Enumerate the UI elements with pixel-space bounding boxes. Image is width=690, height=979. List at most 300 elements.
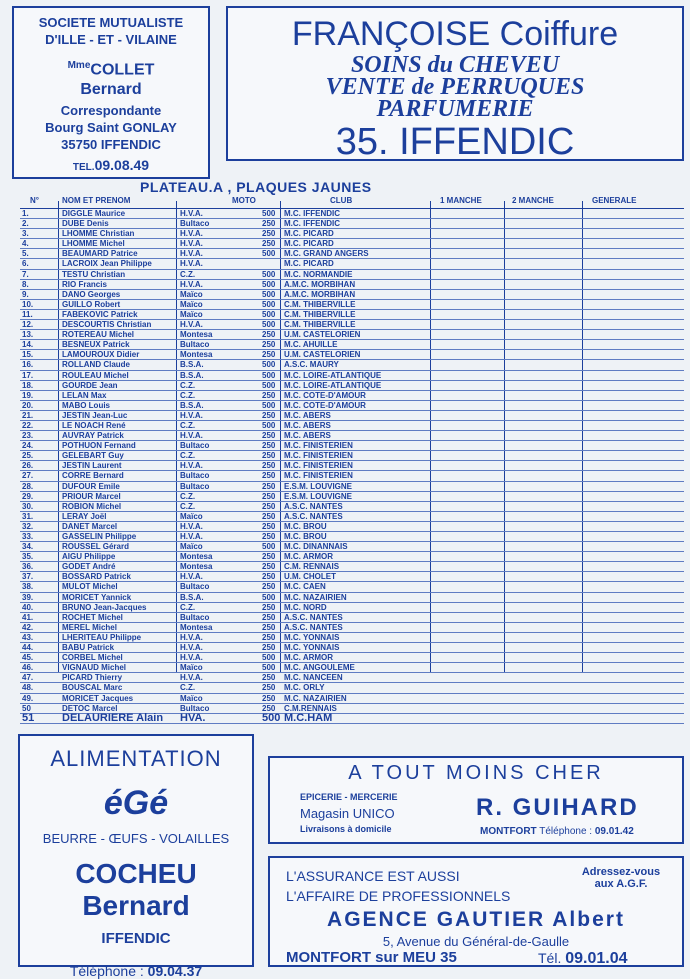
phone [538,950,628,968]
table-row [20,572,684,582]
header-moto: MOTO [232,196,256,205]
row-club: C.M. THIBERVILLE [284,299,356,309]
table-row [20,482,684,492]
row-displacement: 250 [262,673,276,683]
tel-number: 09.01.04 [565,950,628,967]
row-number: 25. [22,451,34,461]
row-club: A.M.C. MORBIHAN [284,279,356,289]
row-name: BOUSCAL Marc [62,683,123,693]
table-row [20,522,684,532]
table-row [20,582,684,592]
phone [20,963,252,979]
table-row [20,683,684,693]
row-club: C.M. RENNAIS [284,562,340,572]
row-displacement: 250 [262,562,276,572]
row-moto: Montesa [180,622,213,632]
row-number: 8. [22,279,29,289]
row-club: M.C. NORMANDIE [284,269,353,279]
row-number: 10. [22,299,34,309]
row-number: 39. [22,592,34,602]
row-name: GODET André [62,562,116,572]
ad-line: Magasin UNICO [300,806,395,821]
row-name: FABEKOVIC Patrick [62,309,138,319]
row-name: RIO Francis [62,279,107,289]
row-number: 4. [22,239,29,249]
row-name: CORRE Bernard [62,471,124,481]
row-moto: C.Z. [180,491,196,501]
row-club: M.C. IFFENDIC [284,209,340,218]
row-club: M.C. LOIRE-ATLANTIQUE [284,370,382,380]
row-moto: H.V.A. [180,320,203,330]
row-number: 36. [22,562,34,572]
firstname: Bernard [80,81,142,99]
row-displacement: 250 [262,693,276,703]
row-name: ROLLAND Claude [62,360,130,370]
table-row [20,471,684,481]
row-displacement: 250 [262,582,276,592]
row-club: M.C. FINISTERIEN [284,441,353,451]
address-line: Bourg Saint GONLAY [45,120,177,136]
row-name: BABU Patrick [62,643,115,653]
row-club: M.C. IFFENDIC [284,219,340,229]
row-moto: Bultaco [180,703,210,713]
ad-title: FRANÇOISE Coiffure [291,15,619,53]
row-number: 48. [22,683,34,693]
table-row [20,381,684,391]
row-moto: Bultaco [180,441,210,451]
row-moto: C.Z. [180,420,196,430]
row-club: M.C. FINISTERIEN [284,461,353,471]
row-number: 34. [22,542,34,552]
row-moto: H.V.A. [180,229,203,239]
row-displacement: 500 [262,380,276,390]
table-body [20,208,684,724]
row-displacement: 250 [262,350,276,360]
table-row [20,431,684,441]
row-name: BOSSARD Patrick [62,572,131,582]
ad-line: L'AFFAIRE DE PROFESSIONNELS [286,888,511,904]
table-row [20,280,684,290]
row-moto: H.V.A. [180,239,203,249]
ad-owner: COCHEU Bernard [75,858,197,921]
row-club: M.C. ABERS [284,410,331,420]
row-name: BEAUMARD Patrice [62,249,138,259]
table-row [20,532,684,542]
row-displacement: 250 [262,219,276,229]
table-row [20,512,684,522]
row-displacement: 500 [262,309,276,319]
row-club: M.C. ABERS [284,431,331,441]
row-club: A.S.C. NANTES [284,511,343,521]
row-displacement: 250 [262,602,276,612]
tel-label: Tél. [538,950,562,966]
table-row [20,421,684,431]
row-number: 33. [22,532,34,541]
row-club: M.C. ABERS [284,420,331,430]
table-row [20,411,684,421]
table-row [20,249,684,259]
ad-assurance-agf [268,856,684,967]
row-name: DIGGLE Maurice [62,209,126,218]
row-name: ROUSSEL Gérard [62,542,129,552]
row-name: LE NOACH René [62,420,126,430]
header-club: CLUB [330,196,353,205]
table-row [20,209,684,219]
row-displacement: 500 [262,269,276,279]
ad-town: 35. IFFENDIC [335,121,575,163]
ad-person [14,56,208,80]
row-club: M.C. YONNAIS [284,643,340,653]
table-row [20,320,684,330]
ad-francoise-coiffure [226,6,684,161]
row-number: 22. [22,420,34,430]
table-title: PLATEAU.A , PLAQUES JAUNES [140,179,372,195]
phone [480,826,634,837]
row-moto: Maïco [180,299,203,309]
row-displacement: 250 [262,643,276,653]
ad-headline: A TOUT MOINS CHER [348,762,604,784]
row-moto: H.V.A. [180,521,203,531]
row-name: LAMOUROUX Didier [62,350,140,360]
header-manche1: 1 MANCHE [440,196,482,205]
tel-number: 09.04.37 [147,963,203,979]
row-name: GUILLO Robert [62,299,121,309]
row-moto: H.V.A. [180,461,203,471]
row-name: GASSELIN Philippe [62,532,137,541]
row-club: M.C. AHUILLE [284,340,338,350]
row-name: MORICET Yannick [62,592,132,602]
header-generale: GENERALE [592,196,637,205]
row-name: DELAURIERE Alain [62,711,164,724]
row-moto: C.Z. [180,451,196,461]
row-club: E.S.M. LOUVIGNE [284,481,353,491]
row-displacement: 500 [262,360,276,370]
table-row [20,562,684,572]
ad-line: SOCIETE MUTUALISTE [38,15,184,30]
row-moto: Montesa [180,330,213,340]
row-displacement: 500 [262,420,276,430]
row-name: MULOT Michel [62,582,118,592]
ad-side-line: aux A.G.F. [594,878,648,890]
row-number: 47. [22,673,34,683]
row-displacement: 500 [262,279,276,289]
row-displacement: 250 [262,612,276,622]
row-name: DUFOUR Emile [62,481,120,491]
row-displacement: 250 [262,552,276,562]
row-club: A.S.C. MAURY [284,360,339,370]
row-displacement: 500 [262,370,276,380]
row-number: 40. [22,602,34,612]
table-row [20,441,684,451]
table-row [20,502,684,512]
ad-products: BEURRE - ŒUFS - VOLAILLES [42,831,230,846]
row-number: 15. [22,350,34,360]
row-moto: C.Z. [180,683,196,693]
table-row [20,330,684,340]
row-name: JESTIN Laurent [62,461,122,471]
row-club: U.M. CHOLET [284,572,336,582]
row-number: 19. [22,390,34,400]
table-row [20,270,684,280]
row-moto: H.V.A. [180,673,203,683]
row-displacement: 250 [262,481,276,491]
row-club: M.C. NAZAIRIEN [284,693,347,703]
ad-title: ALIMENTATION [50,746,222,771]
table-row [20,350,684,360]
row-name: TESTU Christian [62,269,126,279]
row-number: 28. [22,481,34,491]
row-name: DANET Marcel [62,521,118,531]
row-number: 50 [22,703,31,713]
row-moto: H.V.A. [180,643,203,653]
row-displacement: 250 [262,491,276,501]
table-row [20,290,684,300]
row-displacement: 250 [262,501,276,511]
row-name: ROTEREAU Michel [62,330,135,340]
phone [14,157,208,176]
row-club: M.C. DINANNAIS [284,542,348,552]
row-moto: Maïco [180,663,203,673]
row-displacement: 250 [262,410,276,420]
tel-number: 09.01.42 [594,826,634,837]
row-moto: H.V.A. [180,259,203,269]
table-row [20,492,684,502]
row-club: A.M.C. MORBIHAN [284,289,356,299]
ad-tout-moins-cher [268,756,684,844]
row-club: A.S.C. NANTES [284,612,343,622]
row-moto: Montesa [180,552,213,562]
row-moto: C.Z. [180,390,196,400]
row-club: M.C. COTE-D'AMOUR [284,400,366,410]
row-club: M.C. LOIRE-ATLANTIQUE [284,380,382,390]
ad-line: L'ASSURANCE EST AUSSI [286,868,460,884]
row-number: 44. [22,643,34,653]
row-moto: H.V.A. [180,410,203,420]
row-club: A.S.C. NANTES [284,622,343,632]
row-moto: Bultaco [180,612,210,622]
table-row [20,360,684,370]
row-displacement: 250 [262,390,276,400]
tel-number: 09.08.49 [94,157,150,174]
table-row [20,643,684,653]
row-moto: H.V.A. [180,532,203,541]
title-prefix: Mme [67,60,91,71]
row-name: LHERITEAU Philippe [62,632,142,642]
competitor-table [20,196,684,724]
row-name: ROULEAU Michel [62,370,129,380]
row-moto: B.S.A. [180,360,204,370]
row-number: 41. [22,612,34,622]
row-club: C.M. THIBERVILLE [284,320,356,330]
row-name: GELEBART Guy [62,451,124,461]
row-number: 31. [22,511,34,521]
tel-label: Téléphone : [69,963,144,979]
row-moto: Bultaco [180,219,210,229]
row-displacement: 250 [262,340,276,350]
table-row [20,593,684,603]
row-displacement: 250 [262,330,276,340]
table-row [20,239,684,249]
row-displacement: 500 [262,289,276,299]
row-name: CORBEL Michel [62,653,123,663]
row-name: JESTIN Jean-Luc [62,410,128,420]
row-name: ROCHET Michel [62,612,123,622]
ad-agency: AGENCE GAUTIER Albert [327,908,625,931]
row-name: LHOMME Christian [62,229,135,239]
ad-name: R. GUIHARD [476,794,639,821]
table-row [20,603,684,613]
row-number: 17. [22,370,34,380]
table-row [20,219,684,229]
ad-side [566,866,676,890]
table-row [20,310,684,320]
header-num: N° [30,196,39,205]
row-displacement: 250 [262,632,276,642]
row-moto: C.Z. [180,602,196,612]
row-name: AIGU Philippe [62,552,116,562]
row-moto: Maïco [180,542,203,552]
ad-line: EPICERIE - MERCERIE [300,792,398,802]
row-displacement: 500 [262,249,276,259]
row-displacement: 500 [262,653,276,663]
row-displacement: 250 [262,239,276,249]
row-moto: HVA. [180,711,206,724]
table-row [20,229,684,239]
table-row [20,391,684,401]
tel-label: Téléphone : [539,826,593,837]
surname: COLLET [90,61,155,79]
row-number: 12. [22,320,34,330]
row-moto: C.Z. [180,380,196,390]
table-row [20,653,684,663]
ad-societe-mutualiste [12,6,210,179]
row-name: MABO Louis [62,400,110,410]
row-club: M.C. COTE-D'AMOUR [284,390,366,400]
row-number: 1. [22,209,29,218]
row-number: 21. [22,410,34,420]
row-displacement: 500 [262,663,276,673]
row-name: BRUNO Jean-Jacques [62,602,147,612]
ad-address: 5, Avenue du Général-de-Gaulle [382,934,570,949]
row-moto: Montesa [180,350,213,360]
row-club: U.M. CASTELORIEN [284,350,361,360]
row-number: 45. [22,653,34,663]
row-displacement: 250 [262,622,276,632]
table-row [20,542,684,552]
row-number: 29. [22,491,34,501]
row-displacement: 250 [262,683,276,693]
row-number: 3. [22,229,29,239]
row-number: 9. [22,289,29,299]
row-name: PRIOUR Marcel [62,491,121,501]
row-club: M.C. PICARD [284,229,334,239]
row-name: AUVRAY Patrick [62,431,124,441]
row-displacement: 250 [262,229,276,239]
row-name: MORICET Jacques [62,693,134,703]
row-number: 6. [22,259,29,269]
row-number: 16. [22,360,34,370]
row-club: M.C. BROU [284,521,327,531]
row-name: POTHUON Fernand [62,441,136,451]
row-displacement: 500 [262,542,276,552]
row-moto: H.V.A. [180,279,203,289]
row-number: 46. [22,663,34,673]
table-row [20,340,684,350]
row-moto: Montesa [180,562,213,572]
table-row [20,300,684,310]
ad-line: SOINS du CHEVEU [350,52,560,78]
table-row [20,673,684,683]
row-moto: H.V.A. [180,249,203,259]
row-number: 49. [22,693,34,703]
ad-line: D'ILLE - ET - VILAINE [45,32,177,47]
row-number: 43. [22,632,34,642]
row-moto: Maïco [180,693,203,703]
row-moto: Bultaco [180,471,210,481]
table-row [20,451,684,461]
tel-label: TEL. [72,162,95,174]
row-club: M.C. YONNAIS [284,632,340,642]
row-moto: C.Z. [180,269,196,279]
row-name: DUBE Denis [62,219,109,229]
row-club: M.C. FINISTERIEN [284,451,353,461]
row-number: 23. [22,431,34,441]
row-club: M.C. NAZAIRIEN [284,592,347,602]
row-club: M.C. PICARD [284,239,334,249]
header-manche2: 2 MANCHE [512,196,554,205]
ad-town: MONTFORT sur MEU 35 [286,949,457,966]
row-moto: Bultaco [180,582,210,592]
role: Correspondante [60,103,162,119]
row-number: 13. [22,330,34,340]
row-displacement: 500 [262,299,276,309]
row-name: DESCOURTIS Christian [62,320,152,330]
row-displacement: 250 [262,441,276,451]
row-name: BESNEUX Patrick [62,340,130,350]
table-row [20,633,684,643]
row-displacement: 500 [262,209,276,218]
row-displacement: 500 [262,711,281,724]
row-number: 24. [22,441,34,451]
table-row [20,694,684,704]
row-club: U.M. CASTELORIEN [284,330,361,340]
ad-alimentation [18,734,254,979]
row-number: 35. [22,552,34,562]
row-number: 30. [22,501,34,511]
ad-town: IFFENDIC [101,930,171,947]
row-club: C.M.RENNAIS [284,703,337,713]
row-club: M.C. FINISTERIEN [284,471,353,481]
row-name: DETOC Marcel [62,703,118,713]
ad-line: VENTE de PERRUQUES [325,74,585,100]
row-displacement: 250 [262,461,276,471]
row-club: M.C. CAEN [284,582,326,592]
row-name: PICARD Thierry [62,673,123,683]
ad-town: MONTFORT [480,826,537,837]
row-name: GOURDE Jean [62,380,118,390]
row-moto: Maïco [180,511,203,521]
row-number: 2. [22,219,29,229]
row-displacement: 250 [262,521,276,531]
row-number: 20. [22,400,34,410]
row-name: ROBION Michel [62,501,122,511]
row-moto: B.S.A. [180,592,204,602]
row-club: M.C.HAM [284,711,333,724]
row-moto: C.Z. [180,501,196,511]
table-row [20,623,684,633]
row-number: 27. [22,471,34,481]
row-moto: H.V.A. [180,572,203,582]
